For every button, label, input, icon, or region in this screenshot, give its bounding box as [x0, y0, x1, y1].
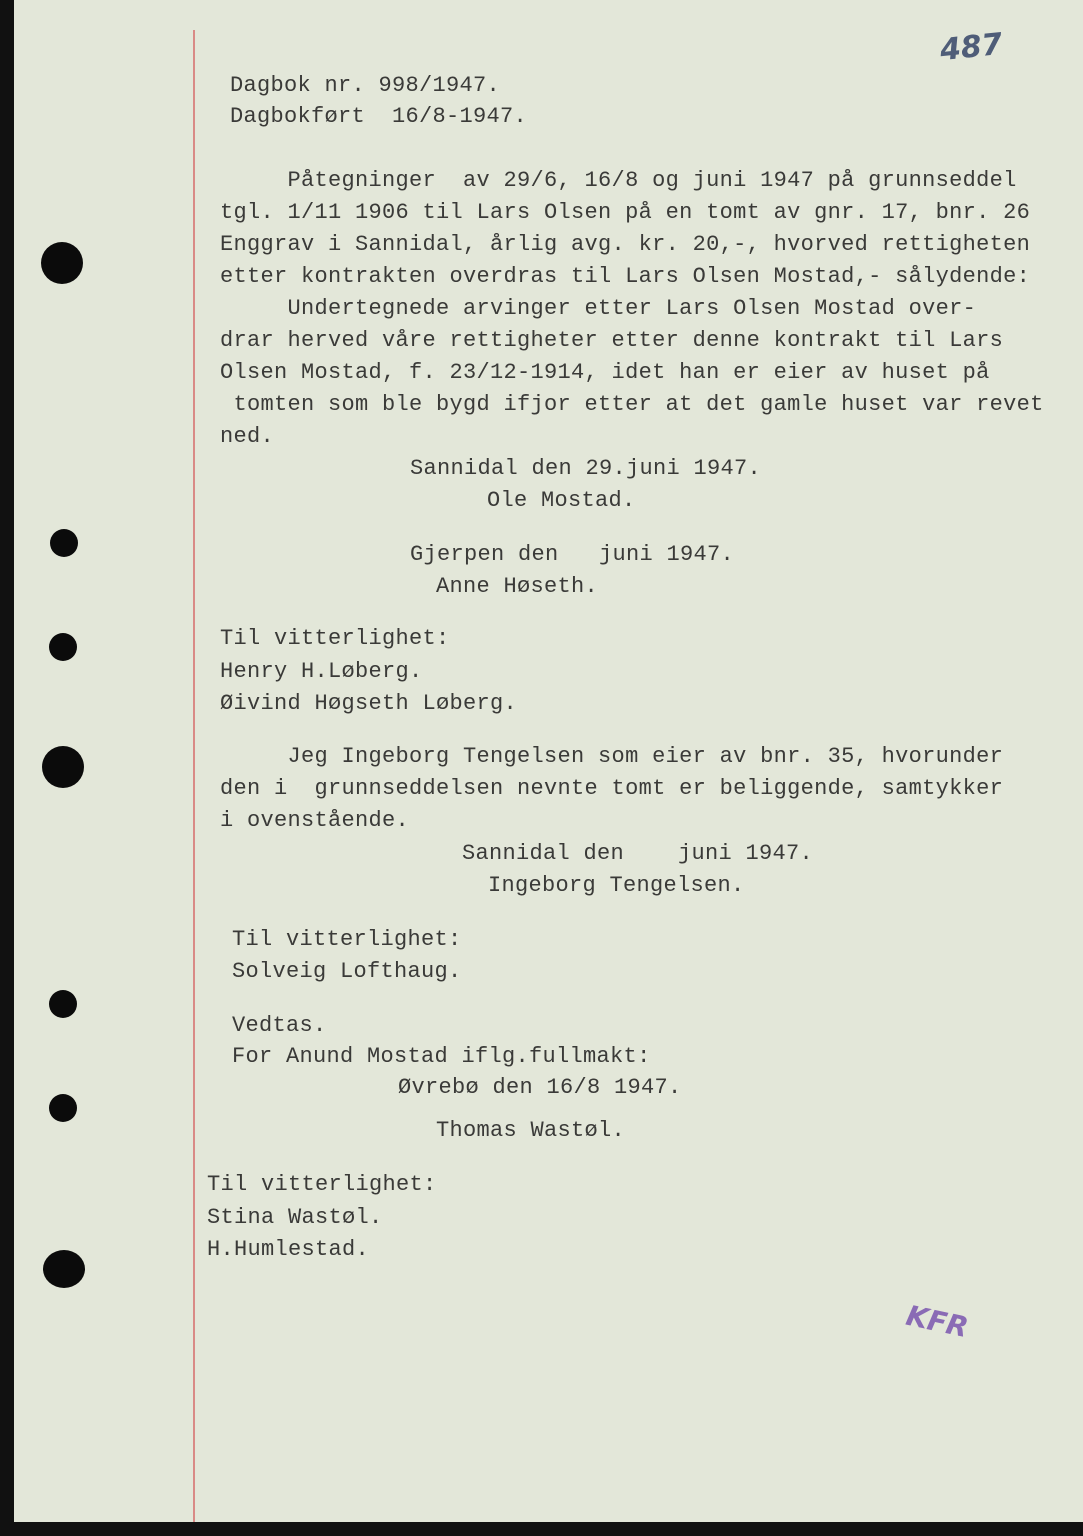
punch-hole [49, 990, 77, 1018]
text-line: Til vitterlighet: [220, 626, 450, 651]
text-line: Ingeborg Tengelsen. [488, 873, 745, 898]
text-line: i ovenstående. [220, 808, 410, 833]
journal-number: Dagbok nr. 998/1947. [230, 73, 501, 98]
text-line: Jeg Ingeborg Tengelsen som eier av bnr. 35, hvorunder [220, 744, 1004, 769]
red-margin-line [193, 30, 195, 1522]
text-line: Til vitterlighet: [207, 1172, 437, 1197]
text-line: ned. [220, 424, 275, 449]
text-line: Sannidal den juni 1947. [462, 841, 814, 866]
text-line: drar herved våre rettigheter etter denne kontrakt til Lars [220, 328, 1004, 353]
text-line: For Anund Mostad iflg.fullmakt: [232, 1044, 651, 1069]
text-line: Enggrav i Sannidal, årlig avg. kr. 20,-, hvorved rettigheten [220, 232, 1031, 257]
text-line: Til vitterlighet: [232, 927, 462, 952]
text-line: Gjerpen den juni 1947. [410, 542, 735, 567]
text-line: Undertegnede arvinger etter Lars Olsen Mostad over- [220, 296, 977, 321]
text-line: Stina Wastøl. [207, 1205, 383, 1230]
punch-hole [41, 242, 83, 284]
text-line: Ole Mostad. [487, 488, 636, 513]
punch-hole [50, 529, 78, 557]
text-line: tgl. 1/11 1906 til Lars Olsen på en tomt av gnr. 17, bnr. 26 [220, 200, 1031, 225]
text-line: Solveig Lofthaug. [232, 959, 462, 984]
text-line: Thomas Wastøl. [436, 1118, 626, 1143]
text-line: tomten som ble bygd ifjor etter at det gamle huset var revet [220, 392, 1044, 417]
text-line: Påtegninger av 29/6, 16/8 og juni 1947 på grunnseddel [220, 168, 1017, 193]
text-line: Henry H.Løberg. [220, 659, 423, 684]
text-line: Øivind Høgseth Løberg. [220, 691, 518, 716]
punch-hole [42, 746, 84, 788]
text-line: Vedtas. [232, 1013, 327, 1038]
text-line: Sannidal den 29.juni 1947. [410, 456, 762, 481]
punch-hole [43, 1250, 85, 1288]
text-line: etter kontrakten overdras til Lars Olsen Mostad,- sålydende: [220, 264, 1031, 289]
text-line: H.Humlestad. [207, 1237, 370, 1262]
handwritten-initials: KFR [903, 1298, 972, 1345]
text-line: Anne Høseth. [436, 574, 599, 599]
text-line: Olsen Mostad, f. 23/12-1914, idet han er eier av huset på [220, 360, 990, 385]
text-line: den i grunnseddelsen nevnte tomt er beliggende, samtykker [220, 776, 1004, 801]
journal-date: Dagbokført 16/8-1947. [230, 104, 528, 129]
punch-hole [49, 1094, 77, 1122]
punch-hole [49, 633, 77, 661]
handwritten-page-number: 487 [938, 26, 1005, 69]
text-line: Øvrebø den 16/8 1947. [398, 1075, 682, 1100]
